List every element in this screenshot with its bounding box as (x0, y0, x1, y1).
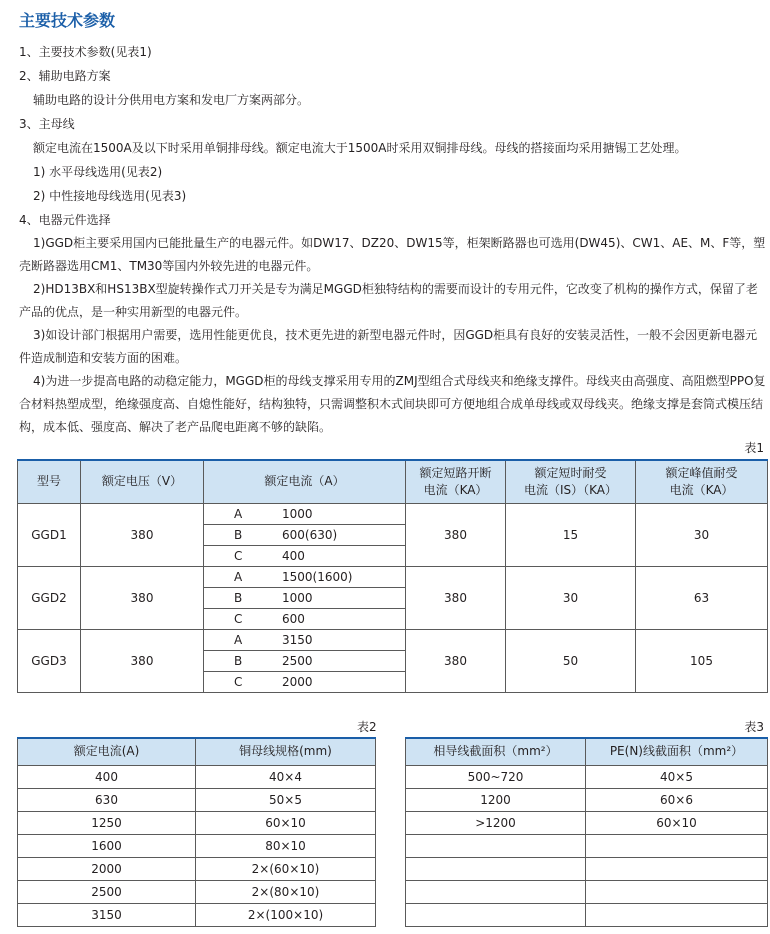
t3-header-phase: 相导线截面积（mm²） (406, 738, 586, 765)
t2-cell: 1250 (18, 811, 196, 834)
t1-header-short-time: 额定短时耐受 电流（IS）（KA） (506, 460, 636, 503)
table-row (406, 903, 768, 926)
t2-cell: 3150 (18, 903, 196, 926)
t2-cell: 400 (18, 765, 196, 788)
t3-header-pe: PE(N)线截面积（mm²） (586, 738, 768, 765)
t3-cell (406, 880, 586, 903)
item-3-sub1: 1) 水平母线选用(见表2) (33, 165, 163, 179)
table-row (406, 834, 768, 857)
current-cell: B 2500 (204, 650, 406, 671)
t2-cell: 50×5 (196, 788, 376, 811)
table-row (18, 765, 376, 788)
t2-cell: 2×(80×10) (196, 880, 376, 903)
breaking-cell: 380 (406, 503, 506, 566)
voltage-cell: 380 (81, 566, 204, 629)
t3-cell: 60×6 (586, 788, 768, 811)
breaking-cell: 380 (406, 566, 506, 629)
t3-cell (586, 903, 768, 926)
table3-caption: 表3 (744, 720, 764, 734)
t1-header-model: 型号 (18, 460, 81, 503)
body-text (19, 40, 767, 439)
table2-caption: 表2 (357, 720, 377, 734)
t3-cell: 40×5 (586, 765, 768, 788)
current-cell: A 3150 (204, 629, 406, 650)
item-4-para-4: 4)为进一步提高电路的动稳定能力，MGGD柜的母线支撑采用专用的ZMJ型组合式母线夹和绝缘支撑件。母线夹由高强度、高阻燃型PPO复合材料热塑成型，绝缘强度高、自熄性能好，结构独特，只需调整积木式间块即可方便地组合成单母线或双母线夹。绝缘支撑是套筒式模压结构，成本低、强度高、解决了老产品爬电距离不够的缺陷。 (19, 374, 766, 434)
t3-cell: >1200 (406, 811, 586, 834)
table1-caption: 表1 (744, 441, 764, 455)
t2-cell: 2×(100×10) (196, 903, 376, 926)
item-4-para-2: 2)HD13BX和HS13BX型旋转操作式刀开关是专为满足MGGD柜独特结构的需要而设计的专用元件，它改变了机构的操作方式，保留了老产品的优点，是一种实用新型的电器元件。 (19, 282, 758, 319)
table-row (406, 765, 768, 788)
t2-cell: 40×4 (196, 765, 376, 788)
table-row (18, 834, 376, 857)
table-row (18, 788, 376, 811)
table-row (18, 811, 376, 834)
table-row (18, 857, 376, 880)
voltage-cell: 380 (81, 629, 204, 692)
table-row (18, 566, 768, 587)
item-4-para-1: 1)GGD柜主要采用国内已能批量生产的电器元件。如DW17、DZ20、DW15等，柜架断路器也可选用(DW45)、CW1、AE、M、F等，塑壳断路器选用CM1、TM30等国内外较先进的电器元件。 (19, 236, 766, 273)
item-1: 1、主要技术参数(见表1) (19, 45, 152, 59)
table1 (17, 459, 768, 693)
t3-cell (406, 903, 586, 926)
t3-cell (406, 857, 586, 880)
current-cell: B 1000 (204, 587, 406, 608)
t1-header-current: 额定电流（A） (204, 460, 406, 503)
voltage-cell: 380 (81, 503, 204, 566)
item-3: 3、主母线 (19, 117, 75, 131)
table3 (405, 737, 768, 927)
table-row (406, 811, 768, 834)
t2-cell: 1600 (18, 834, 196, 857)
t2-cell: 80×10 (196, 834, 376, 857)
t3-cell: 60×10 (586, 811, 768, 834)
item-4: 4、电器元件选择 (19, 213, 111, 227)
peak-cell: 63 (636, 566, 768, 629)
short-time-cell: 30 (506, 566, 636, 629)
model-cell: GGD3 (18, 629, 81, 692)
peak-cell: 30 (636, 503, 768, 566)
section-title: 主要技术参数 (19, 11, 116, 30)
item-4-para-3: 3)如设计部门根据用户需要，选用性能更优良，技术更先进的新型电器元件时，因GGD柜具有良好的安装灵活性，一般不会因更新电器元件造成制造和安装方面的困难。 (19, 328, 758, 365)
current-cell: A 1500(1600) (204, 566, 406, 587)
table-row (406, 880, 768, 903)
t2-header-busbar: 铜母线规格(mm) (196, 738, 376, 765)
t3-cell (586, 834, 768, 857)
table2 (17, 737, 376, 927)
model-cell: GGD2 (18, 566, 81, 629)
table-row (406, 857, 768, 880)
peak-cell: 105 (636, 629, 768, 692)
t2-cell: 2500 (18, 880, 196, 903)
current-cell: C 400 (204, 545, 406, 566)
model-cell: GGD1 (18, 503, 81, 566)
short-time-cell: 15 (506, 503, 636, 566)
t1-header-peak: 额定峰值耐受 电流（KA） (636, 460, 768, 503)
item-3-desc: 额定电流在1500A及以下时采用单铜排母线。额定电流大于1500A时采用双铜排母线。母线的搭接面均采用搪锡工艺处理。 (33, 141, 687, 155)
t1-header-voltage: 额定电压（V） (81, 460, 204, 503)
item-2: 2、辅助电路方案 (19, 69, 111, 83)
t3-cell: 1200 (406, 788, 586, 811)
current-cell: A 1000 (204, 503, 406, 524)
table1-header-row (18, 460, 768, 503)
t2-cell: 2×(60×10) (196, 857, 376, 880)
t3-cell (406, 834, 586, 857)
table3-header-row (406, 738, 768, 765)
table-row (18, 880, 376, 903)
t3-cell: 500~720 (406, 765, 586, 788)
table-row (406, 788, 768, 811)
table-row (18, 629, 768, 650)
item-3-sub2: 2) 中性接地母线选用(见表3) (33, 189, 187, 203)
short-time-cell: 50 (506, 629, 636, 692)
t2-cell: 60×10 (196, 811, 376, 834)
t1-header-breaking: 额定短路开断 电流（KA） (406, 460, 506, 503)
item-2-desc: 辅助电路的设计分供用电方案和发电厂方案两部分。 (33, 93, 310, 107)
t3-cell (586, 880, 768, 903)
table2-header-row (18, 738, 376, 765)
current-cell: B 600(630) (204, 524, 406, 545)
current-cell: C 600 (204, 608, 406, 629)
breaking-cell: 380 (406, 629, 506, 692)
t2-cell: 2000 (18, 857, 196, 880)
t2-header-current: 额定电流(A) (18, 738, 196, 765)
table-row (18, 903, 376, 926)
table-row (18, 503, 768, 524)
t3-cell (586, 857, 768, 880)
t2-cell: 630 (18, 788, 196, 811)
current-cell: C 2000 (204, 671, 406, 692)
